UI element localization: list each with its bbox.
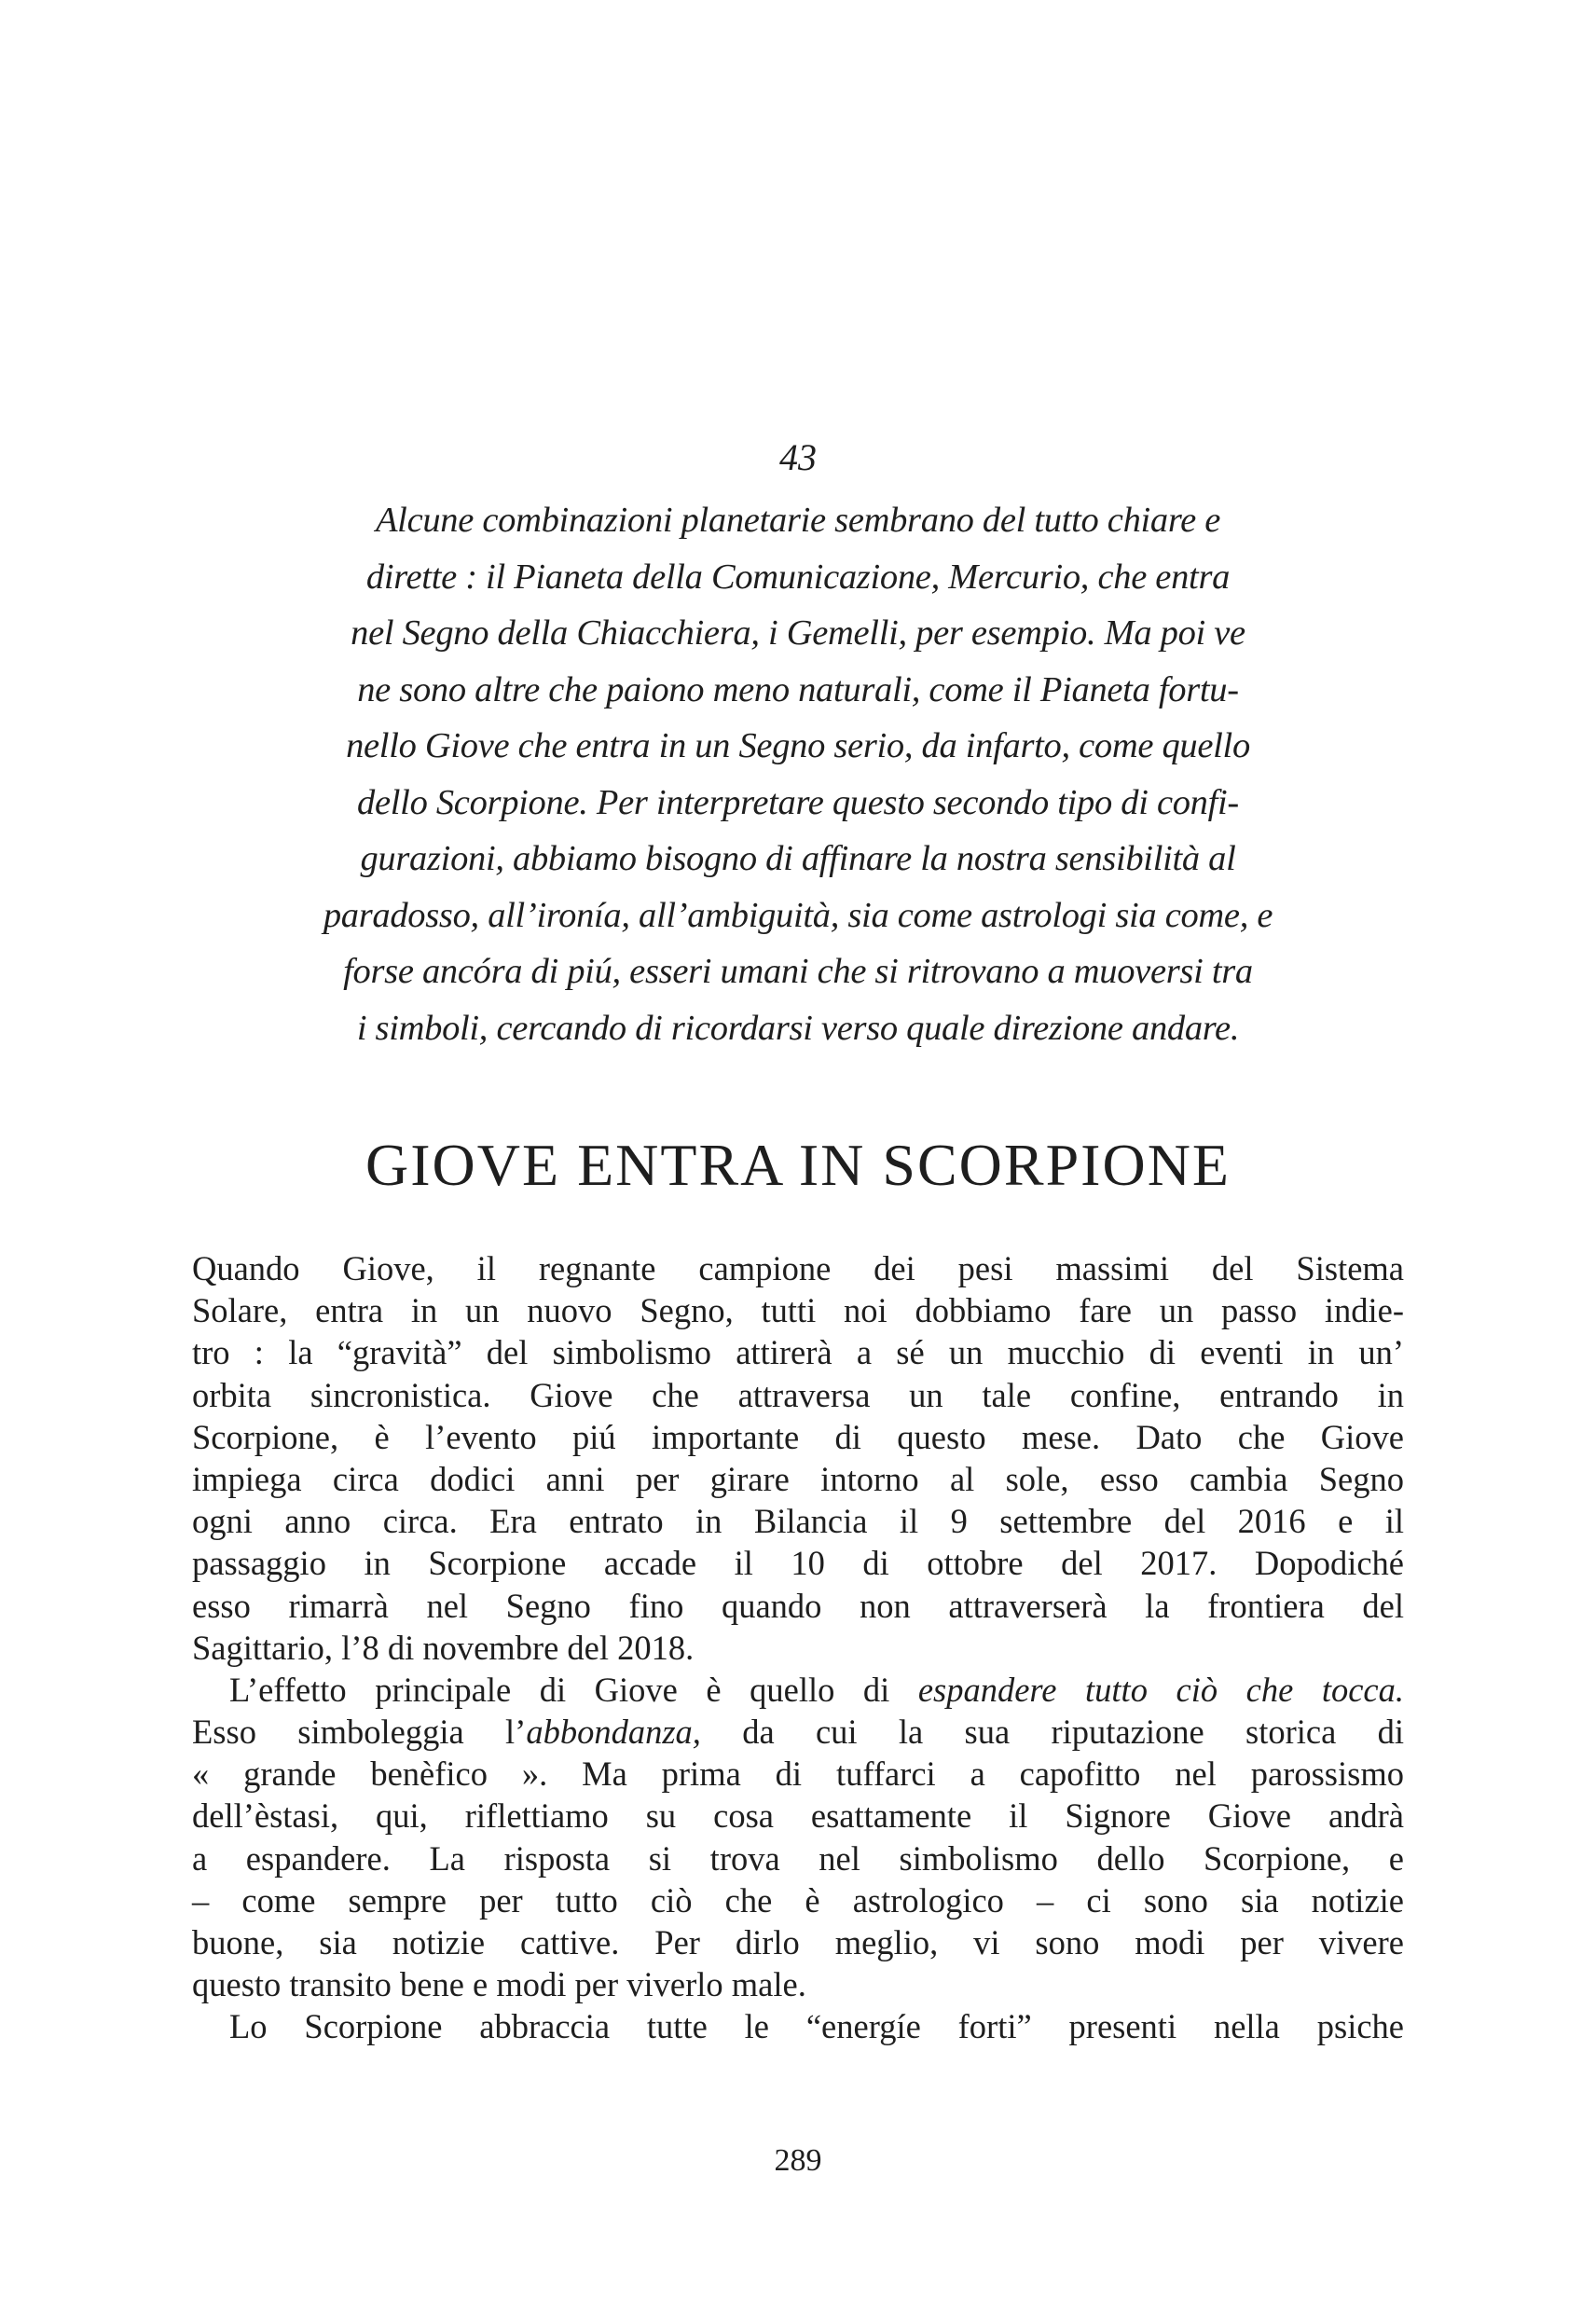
intro-epigraph — [252, 492, 1344, 1056]
intro-line: nel Segno della Chiacchiera, i Gemelli, per esempio. Ma poi ve — [351, 613, 1245, 653]
body-line: impiega circa dodici anni per girare intorno al sole, esso cambia Segno — [192, 1459, 1404, 1498]
chapter-number: 43 — [779, 436, 817, 478]
intro-line: paradosso, all’ironía, all’ambiguità, sia come astrologi sia come, e — [323, 895, 1273, 935]
body-line: « grande benèfico ». Ma prima di tuffarci a capofitto nel parossismo — [192, 1755, 1404, 1794]
body-line: buone, sia notizie cattive. Per dirlo meglio, vi sono modi per vivere — [192, 1923, 1404, 1961]
text-run: da cui la sua riputazione storica di — [700, 1713, 1405, 1752]
intro-line: nello Giove che entra in un Segno serio, da infarto, come quello — [346, 726, 1250, 765]
body-line: orbita sincronistica. Giove che attraversa un tale confine, entrando in — [192, 1375, 1404, 1414]
body-line — [192, 1711, 1404, 1753]
intro-line: ne sono altre che paiono meno naturali, come il Pianeta fortu- — [357, 669, 1239, 709]
body-line: ogni anno circa. Era entrato in Bilancia il 9 settembre del 2016 e il — [192, 1502, 1404, 1541]
intro-line: i simboli, cercando di ricordarsi verso quale direzione andare. — [356, 1008, 1240, 1048]
intro-line: forse ancóra di piú, esseri umani che si ritrovano a muoversi tra — [343, 952, 1253, 991]
body-line: Lo Scorpione abbraccia tutte le “energíe forti” presenti nella psiche — [229, 2007, 1404, 2046]
intro-line: dirette : il Pianeta della Comunicazione, Mercurio, che entra — [365, 557, 1231, 597]
intro-line: dello Scorpione. Per interpretare questo secondo tipo di confi- — [357, 782, 1239, 822]
text-run: Esso simboleggia l’ — [192, 1713, 527, 1752]
emphasis-text: espandere tutto ciò che tocca. — [917, 1670, 1404, 1709]
body-line: dell’èstasi, qui, riflettiamo su cosa esattamente il Signore Giove andrà — [192, 1796, 1404, 1836]
body-line: Solare, entra in un nuovo Segno, tutti noi dobbiamo fare un passo indie- — [192, 1291, 1404, 1330]
body-line: esso rimarrà nel Segno fino quando non attraverserà la frontiera del — [192, 1586, 1404, 1625]
body-line: passaggio in Scorpione accade il 10 di ottobre del 2017. Dopodiché — [192, 1544, 1404, 1583]
paragraph-1 — [192, 1247, 1404, 1669]
body-line — [192, 1669, 1404, 1711]
body-line: – come sempre per tutto ciò che è astrologico – ci sono sia notizie — [192, 1880, 1404, 1920]
body-line: Sagittario, l’8 di novembre del 2018. — [192, 1628, 695, 1667]
paragraph-2 — [192, 1669, 1404, 2006]
body-line: questo transito bene e modi per viverlo male. — [192, 1965, 806, 2004]
page-number: 289 — [774, 2143, 822, 2178]
paragraph-3 — [192, 2005, 1404, 2047]
body-line: Quando Giove, il regnante campione dei pesi massimi del Sistema — [192, 1249, 1404, 1287]
body-line: a espandere. La risposta si trova nel simbolismo dello Scorpione, e — [192, 1838, 1404, 1878]
body-line: Scorpione, è l’evento piú importante di questo mese. Dato che Giove — [192, 1417, 1404, 1456]
text-run: L’effetto principale di Giove è quello di — [229, 1670, 918, 1709]
intro-line: Alcune combinazioni planetarie sembrano del tutto chiare e — [375, 501, 1221, 540]
section-title: GIOVE ENTRA IN SCORPIONE — [365, 1132, 1231, 1198]
intro-line: gurazioni, abbiamo bisogno di affinare la nostra sensibilità al — [360, 839, 1236, 878]
body-line: tro : la “gravità” del simbolismo attirerà a sé un mucchio di eventi in un’ — [192, 1333, 1404, 1372]
emphasis-text: abbondanza, — [526, 1713, 701, 1752]
body-text — [192, 1247, 1404, 2048]
